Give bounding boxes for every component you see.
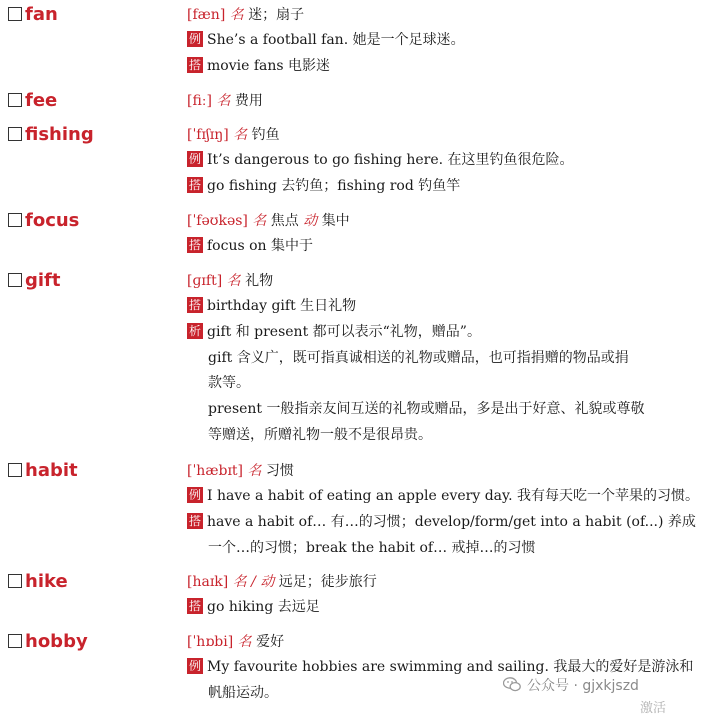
headword: fee [8, 89, 57, 113]
analysis-text: 等赠送，所赠礼物一般不是很昂贵。 [208, 427, 432, 443]
headword: hobby [8, 630, 88, 654]
headword: hike [8, 570, 68, 594]
watermark [503, 675, 639, 695]
collocation-marker-icon: 搭 [188, 514, 201, 528]
definition-line: [ɡɪft] 名 礼物 [187, 273, 274, 289]
definition-line: [ˈfɪʃɪŋ] 名 钓鱼 [187, 127, 280, 143]
checkbox-icon[interactable] [8, 127, 22, 141]
analysis-marker-icon: 析 [188, 324, 201, 338]
example-line: 例 I have a habit of eating an apple every day. 我有每天吃一个苹果的习惯。 [188, 488, 699, 504]
checkbox-icon[interactable] [8, 7, 22, 21]
example-marker-icon: 例 [188, 488, 201, 502]
analysis-text: gift 含义广，既可指真诚相送的礼物或赠品，也可指捐赠的物品或捐 [208, 350, 629, 366]
checkbox-icon[interactable] [8, 273, 22, 287]
definition-line: [ˈhæbɪt] 名 习惯 [187, 463, 294, 479]
definition-line: [haɪk] 名 / 动 远足；徒步旅行 [187, 574, 377, 590]
collocation-marker-icon: 搭 [188, 238, 201, 252]
headword: gift [8, 269, 61, 293]
headword: fishing [8, 123, 94, 147]
definition-line: [fæn] 名 迷；扇子 [187, 7, 305, 23]
collocation-marker-icon: 搭 [188, 599, 201, 613]
example-line: 例 She’s a football fan. 她是一个足球迷。 [188, 32, 465, 48]
collocation-line: 搭 go hiking 去远足 [188, 599, 320, 615]
checkbox-icon[interactable] [8, 93, 22, 107]
collocation-line: 搭 go fishing 去钓鱼；fishing rod 钓鱼竿 [188, 178, 461, 194]
example-line: 例 My favourite hobbies are swimming and sailing. 我最大的爱好是游泳和 [188, 659, 694, 675]
headword: focus [8, 209, 79, 233]
checkbox-icon[interactable] [8, 463, 22, 477]
collocation-line: 搭 birthday gift 生日礼物 [188, 298, 357, 314]
collocation-text: 一个…的习惯；break the habit of… 戒掉…的习惯 [208, 540, 536, 556]
checkbox-icon[interactable] [8, 574, 22, 588]
headword: fan [8, 3, 58, 27]
example-marker-icon: 例 [188, 659, 201, 673]
example-text: 帆船运动。 [208, 685, 278, 701]
collocation-marker-icon: 搭 [188, 178, 201, 192]
definition-line: [ˈfəʊkəs] 名 焦点 动 集中 [187, 213, 350, 229]
example-marker-icon: 例 [188, 152, 201, 166]
headword: habit [8, 459, 78, 483]
collocation-line: 搭 movie fans 电影迷 [188, 58, 331, 74]
collocation-marker-icon: 搭 [188, 58, 201, 72]
watermark-overlay: 激活 [640, 701, 667, 716]
collocation-line: 搭 have a habit of… 有…的习惯；develop/form/get into a habit (of...) 养成 [188, 514, 696, 530]
example-marker-icon: 例 [188, 32, 201, 46]
checkbox-icon[interactable] [8, 213, 22, 227]
checkbox-icon[interactable] [8, 634, 22, 648]
definition-line: [ˈhɒbi] 名 爱好 [187, 634, 285, 650]
analysis-text: present 一般指亲友间互送的礼物或赠品，多是出于好意、礼貌或尊敬 [208, 401, 645, 417]
example-line: 例 It’s dangerous to go fishing here. 在这里钓鱼很危险。 [188, 152, 574, 168]
watermark-text: 公众号 · gjxkjszd [527, 678, 639, 694]
definition-line: [fiː] 名 费用 [187, 93, 263, 109]
collocation-line: 搭 focus on 集中于 [188, 238, 313, 254]
collocation-marker-icon: 搭 [188, 298, 201, 312]
analysis-line: 析 gift 和 present 都可以表示“礼物，赠品”。 [188, 324, 481, 340]
wechat-icon [503, 677, 521, 692]
analysis-text: 款等。 [208, 375, 250, 391]
